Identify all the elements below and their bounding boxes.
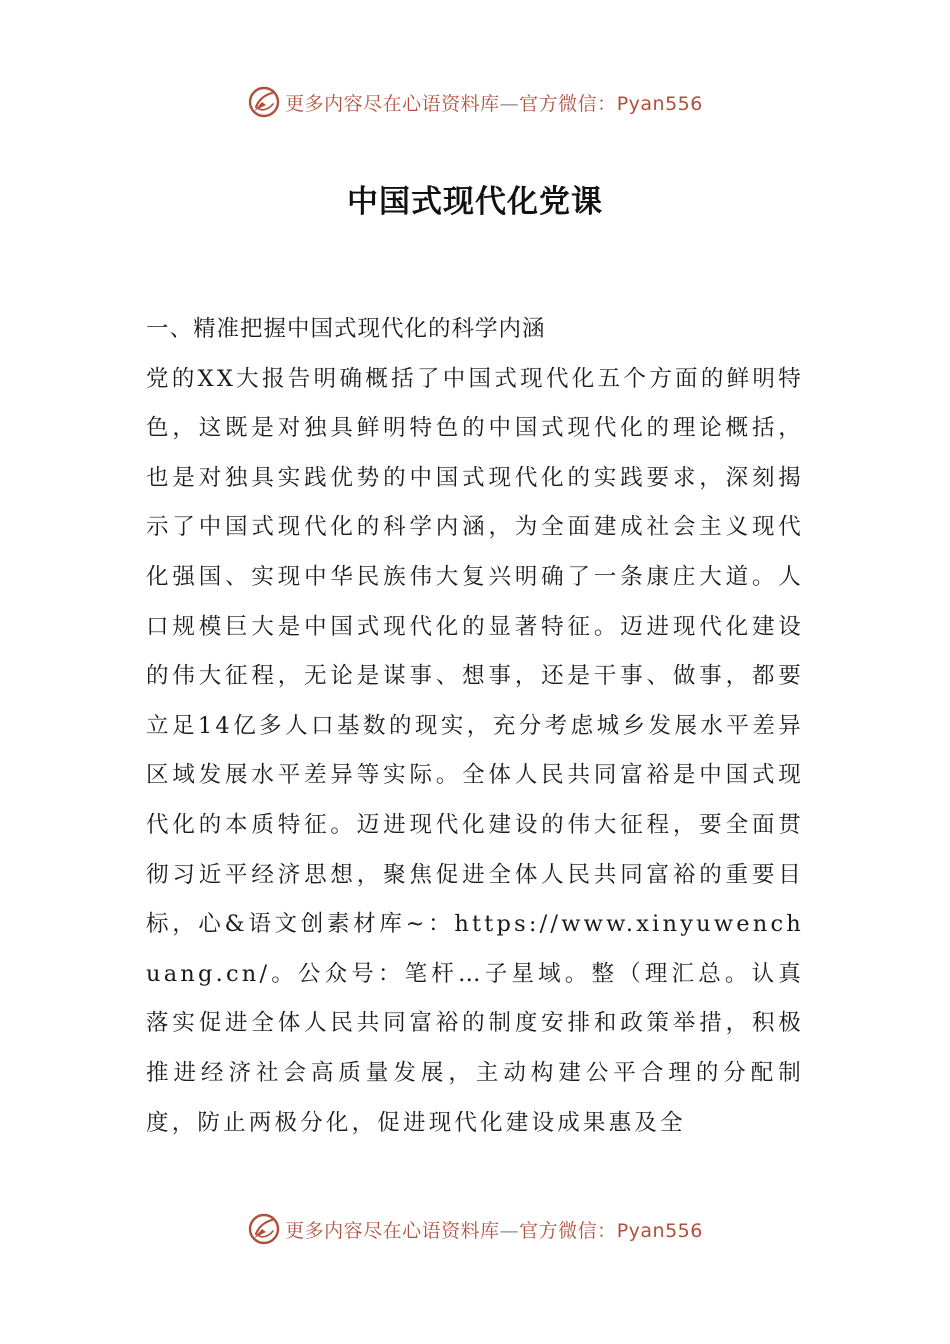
watermark-wechat-id: Pyan556 bbox=[616, 1219, 703, 1242]
watermark-prefix: 更多内容尽在心语资料库 bbox=[285, 1219, 500, 1242]
watermark-wechat-label: 官方微信： bbox=[519, 1219, 617, 1242]
pen-logo-icon bbox=[247, 1212, 281, 1246]
section-heading: 一、精准把握中国式现代化的科学内涵 bbox=[146, 316, 546, 342]
watermark-text bbox=[285, 1216, 703, 1243]
document-title: 中国式现代化党课 bbox=[347, 184, 603, 220]
watermark-text bbox=[285, 89, 703, 116]
header-watermark bbox=[0, 80, 950, 124]
document-body bbox=[146, 305, 804, 1148]
pen-logo-icon bbox=[247, 85, 281, 119]
watermark-wechat-id: Pyan556 bbox=[616, 92, 703, 115]
watermark-separator: — bbox=[499, 1219, 520, 1242]
watermark-wechat-label: 官方微信： bbox=[519, 92, 617, 115]
footer-watermark bbox=[0, 1207, 950, 1251]
watermark-prefix: 更多内容尽在心语资料库 bbox=[285, 92, 500, 115]
watermark-separator: — bbox=[499, 92, 520, 115]
body-paragraph: 党的XX大报告明确概括了中国式现代化五个方面的鲜明特色，这既是对独具鲜明特色的中国式现代化的理论概括，也是对独具实践优势的中国式现代化的实践要求，深刻揭示了中国式现代化的科学内涵，为全面建成社会主义现代化强国、实现中华民族伟大复兴明确了一条康庄大道。人口规模巨大是中国式现代化的显著特征。迈进现代化建设的伟大征程，无论是谋事、想事，还是干事、做事，都要立足14亿多人口基数的现实，充分考虑城乡发展水平差异区域发展水平差异等实际。全体人民共同富裕是中国式现代化的本质特征。迈进现代化建设的伟大征程，要全面贯彻习近平经济思想，聚焦促进全体人民共同富裕的重要目标，心&语文创素材库~：https://www.xinyuwenchuang.cn/。公众号：笔杆…子星域。整（理汇总。认真落实促进全体人民共同富裕的制度安排和政策举措，积极推进经济社会高质量发展，主动构建公平合理的分配制度，防止两极分化，促进现代化建设成果惠及全 bbox=[146, 365, 804, 1136]
